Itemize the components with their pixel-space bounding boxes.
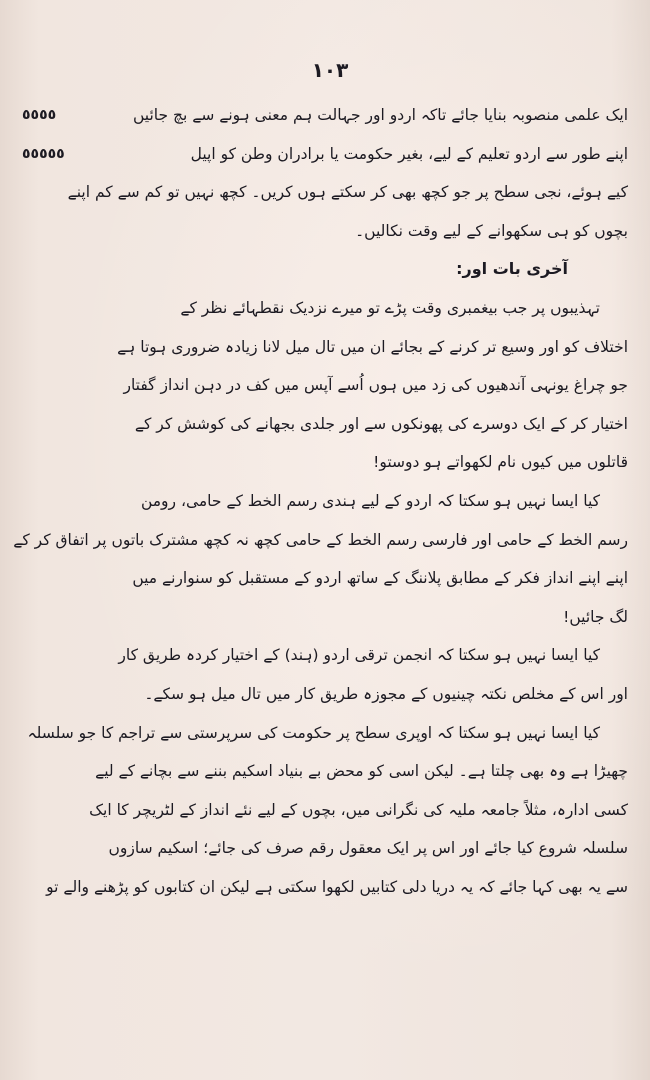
text-line-content: ایک علمی منصوبہ بنایا جائے تاکہ اردو اور جہالت ہم معنی ہونے سے بچ جائیں — [132, 106, 628, 124]
text-line — [52, 559, 628, 598]
text-line — [52, 328, 628, 367]
text-line — [52, 598, 628, 637]
text-line — [52, 675, 628, 714]
page-number: ١٠٣ — [311, 58, 349, 82]
text-line-content: چھیڑا ہے وہ بھی چلتا ہے۔ لیکن اسی کو محض بے بنیاد اسکیم بننے سے بچانے کے لیے — [95, 762, 628, 781]
text-line — [22, 135, 628, 174]
text-line-content: رسم الخط کے حامی اور فارسی رسم الخط کے حامی کچھ نہ کچھ مشترک باتوں پر اتفاق کر کے — [13, 530, 628, 549]
text-line-content: کیا ایسا نہیں ہو سکتا کہ اوپری سطح پر حکومت کی سرپرستی سے تراجم کا جو سلسلہ — [27, 723, 600, 742]
text-line — [52, 829, 628, 868]
text-line — [52, 636, 628, 675]
text-line-content: جو چراغ یونہی آندھیوں کی زد میں ہوں اُسے آپس میں کف در دہن انداز گفتار — [123, 376, 628, 395]
text-line — [52, 405, 628, 444]
text-line — [52, 212, 628, 251]
text-line-content: تہذیبوں پر جب بیغمبری وقت پڑے تو میرے نزدیک نقطہائے نظر کے — [180, 298, 600, 317]
text-line — [22, 96, 628, 135]
list-marker: ٥٥٥٥ — [22, 107, 57, 123]
text-line — [52, 289, 628, 328]
text-line-content: لگ جائیں! — [563, 607, 628, 626]
text-line — [52, 173, 628, 212]
text-line-content: کسی ادارہ، مثلاً جامعہ ملیہ کی نگرانی میں، بچوں کے لیے نئے انداز کے لٹریچر کا ایک — [89, 800, 628, 819]
text-line-content: اور اس کے مخلص نکتہ چینیوں کے مجوزہ طریق کار میں تال میل ہو سکے۔ — [144, 684, 628, 703]
text-line-content: اپنے اپنے انداز فکر کے مطابق پلاننگ کے ساتھ اردو کے مستقبل کو سنوارنے میں — [132, 569, 628, 588]
text-line — [52, 482, 628, 521]
text-line-content: کیا ایسا نہیں ہو سکتا کہ انجمن ترقی اردو (ہند) کے اختیار کردہ طریق کار — [118, 646, 600, 665]
text-line — [52, 250, 628, 289]
text-line — [52, 366, 628, 405]
text-line — [27, 714, 628, 753]
text-line-content: سے یہ بھی کہا جائے کہ یہ دریا دلی کتابیں لکھوا سکتی ہے لیکن ان کتابوں کو پڑھنے والے تو — [46, 877, 628, 896]
text-line-content: سلسلہ شروع کیا جائے اور اس پر ایک معقول رقم صرف کی جائے؛ اسکیم سازوں — [108, 839, 628, 858]
text-line-content: کیا ایسا نہیں ہو سکتا کہ اردو کے لیے ہندی رسم الخط کے حامی، رومن — [140, 491, 600, 510]
body-text — [13, 96, 628, 906]
text-line-content: کیے ہوئے، نجی سطح پر جو کچھ بھی کر سکتے ہوں کریں۔ کچھ نہیں تو کم سے کم اپنے — [67, 183, 628, 202]
text-line — [52, 443, 628, 482]
list-marker: ٥٥٥٥٥ — [22, 145, 65, 162]
text-line — [52, 752, 628, 791]
text-line — [52, 791, 628, 830]
text-line-content: اختیار کر کے ایک دوسرے کی پھونکوں سے اور جلدی بجھانے کی کوشش کر کے — [134, 414, 628, 433]
text-line-content: بچوں کو ہی سکھوانے کے لیے وقت نکالیں۔ — [355, 221, 628, 240]
text-line — [13, 521, 628, 560]
text-line-content: اپنے طور سے اردو تعلیم کے لیے، بغیر حکومت یا برادران وطن کو اپیل — [190, 144, 628, 163]
text-line — [46, 868, 628, 907]
text-line-content: اختلاف کو اور وسیع تر کرنے کے بجائے ان میں تال میل لانا زیادہ ضروری ہوتا ہے — [117, 337, 628, 356]
text-line-content: قاتلوں میں کیوں نام لکھواتے ہو دوستو! — [373, 453, 628, 472]
text-line-content: آخری بات اور: — [456, 259, 568, 279]
